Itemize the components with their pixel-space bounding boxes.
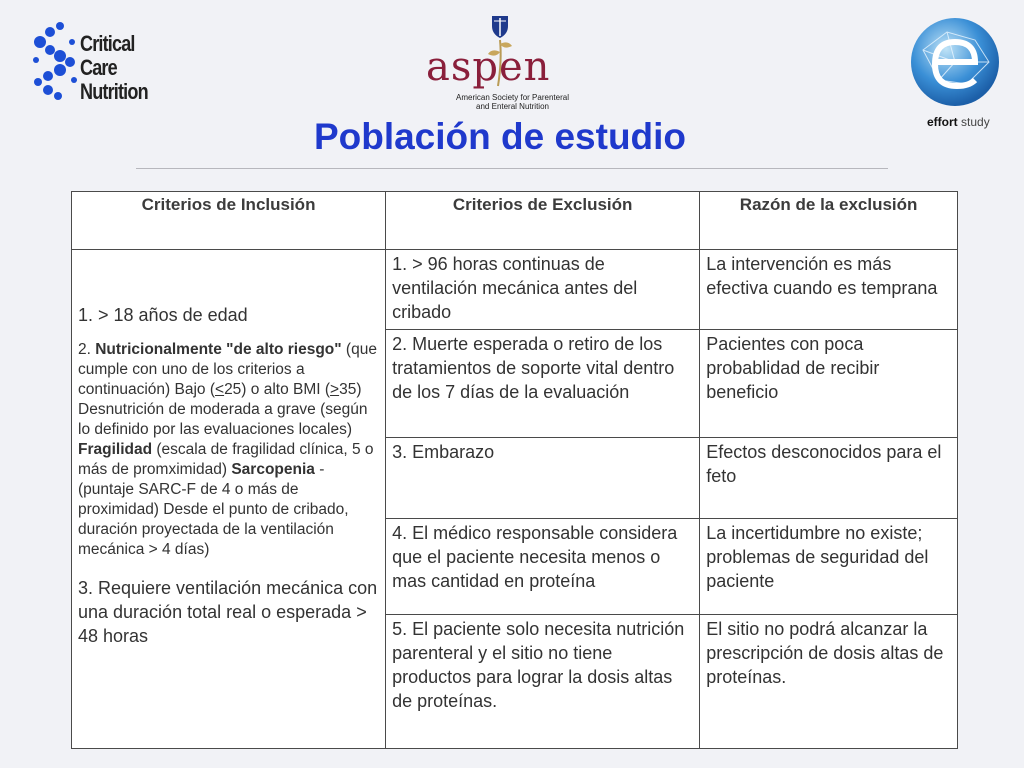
item2-le-sign: < (215, 381, 225, 398)
criteria-table (71, 191, 958, 749)
reason-cell-2: Pacientes con poca probablidad de recibir beneficio (700, 330, 958, 438)
header-exclusion: Criterios de Exclusión (386, 192, 700, 250)
slide-title: Población de estudio (313, 116, 687, 157)
header-reason: Razón de la exclusión (700, 192, 958, 250)
inclusion-item-1: 1. > 18 años de edad (78, 305, 248, 325)
ccn-line-2: Nutrition (80, 79, 148, 104)
title-divider (136, 168, 888, 169)
reason-cell-1: La intervención es más efectiva cuando es temprana (700, 250, 958, 330)
reason-cell-4: La incertidumbre no existe; problemas de seguridad del paciente (700, 519, 958, 615)
item2-text-5: - (puntaje SARC-F de 4 o más de proximidad) Desde el punto de cribado, duración proyectada de la ventilación mecánica > 4 días) (78, 461, 349, 558)
reason-cell-3: Efectos desconocidos para el feto (700, 438, 958, 519)
exclusion-cell-3: 3. Embarazo (386, 438, 700, 519)
item2-text-3: 35) Desnutrición de moderada a grave (según lo definido por las evaluaciones locales) (78, 381, 368, 438)
ccn-helix-icon (30, 20, 80, 104)
table-header-row (72, 192, 958, 250)
table-row (72, 250, 958, 330)
item2-text-4: (escala de fragilidad clínica, 5 o más de promximidad) (78, 441, 374, 478)
effort-word: effort (927, 115, 958, 129)
exclusion-cell-2: 2. Muerte esperada o retiro de los tratamientos de soporte vital dentro de los 7 días de la evaluación (386, 330, 700, 438)
item2-fragilidad: Fragilidad (78, 441, 153, 458)
inclusion-item-2 (78, 340, 379, 560)
aspen-subtitle-1: American Society for Parenteral (456, 93, 569, 102)
exclusion-cell-5: 5. El paciente solo necesita nutrición parenteral y el sitio no tiene productos para lograr la dosis altas de proteínas. (386, 615, 700, 749)
item2-text-1: (que cumple con uno de los criterios a continuación) Bajo ( (78, 341, 377, 398)
critical-care-nutrition-logo (30, 20, 190, 104)
item2-sarcopenia: Sarcopenia (231, 461, 315, 478)
item2-text-2: 25) o alto BMI ( (224, 381, 331, 398)
aspen-subtitle-2: and Enteral Nutrition (476, 102, 549, 111)
ccn-wordmark (80, 32, 170, 104)
inclusion-item-3: 3. Requiere ventilación mecánica con una duración total real o esperada > 48 horas (78, 578, 378, 646)
inclusion-criteria-cell (72, 250, 386, 749)
item2-lead: Nutricionalmente "de alto riesgo" (95, 341, 342, 358)
aspen-logo (420, 14, 605, 112)
study-word: study (961, 115, 990, 129)
aspen-wordmark: aspen (426, 44, 551, 90)
item2-ge-sign: > (330, 381, 340, 398)
effort-globe-icon (905, 10, 1005, 110)
exclusion-cell-4: 4. El médico responsable considera que el paciente necesita menos o mas cantidad en proteína (386, 519, 700, 615)
item2-number: 2. (78, 341, 96, 358)
ccn-line-1: Critical Care (80, 31, 135, 80)
header-inclusion: Criterios de Inclusión (72, 192, 386, 250)
reason-cell-5: El sitio no podrá alcanzar la prescripción de dosis altas de proteínas. (700, 615, 958, 749)
exclusion-cell-1: 1. > 96 horas continuas de ventilación mecánica antes del cribado (386, 250, 700, 330)
